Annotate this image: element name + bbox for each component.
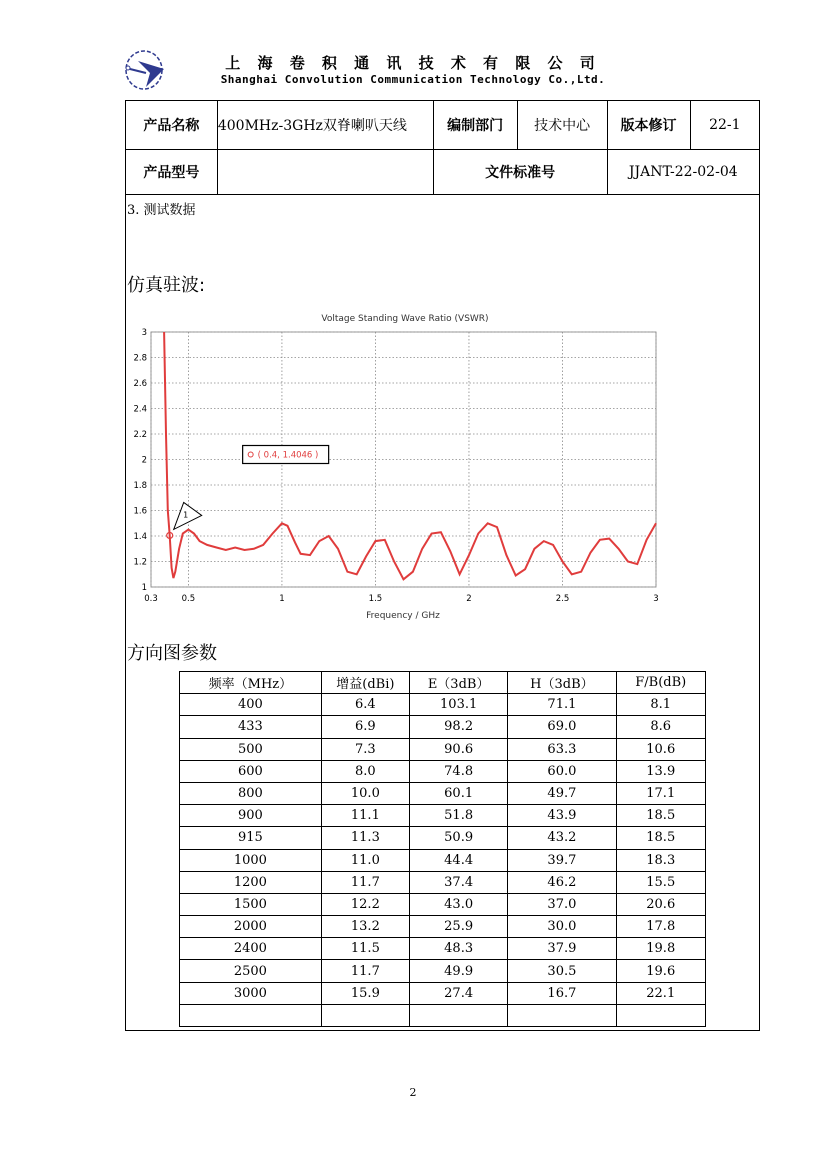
marker-id-label: 1	[183, 510, 189, 520]
table-cell: 60.1	[409, 782, 507, 804]
y-tick-label: 1.2	[133, 557, 147, 568]
table-cell: 15.9	[321, 982, 409, 1004]
chart-title: Voltage Standing Wave Ratio (VSWR)	[321, 314, 489, 324]
marker-label: ( 0.4, 1.4046 )	[257, 450, 319, 461]
table-cell: 71.1	[508, 694, 616, 716]
table-cell	[180, 1004, 322, 1026]
table-row	[180, 893, 706, 915]
table-cell: 37.0	[508, 893, 616, 915]
table-cell: 11.7	[321, 871, 409, 893]
table-cell: 30.5	[508, 960, 616, 982]
table-cell: 18.5	[616, 805, 706, 827]
table-cell: 11.5	[321, 938, 409, 960]
table-cell: 16.7	[508, 982, 616, 1004]
table-row	[180, 1004, 706, 1026]
table-cell	[409, 1004, 507, 1026]
col-header-gain: 增益(dBi)	[321, 672, 409, 694]
table-cell: 2500	[180, 960, 322, 982]
table-cell: 11.7	[321, 960, 409, 982]
table-cell: 20.6	[616, 893, 706, 915]
y-tick-label: 2.8	[133, 353, 147, 364]
model-label: 产品型号	[126, 150, 218, 195]
table-row	[180, 871, 706, 893]
table-cell: 2400	[180, 938, 322, 960]
table-row	[180, 716, 706, 738]
table-cell: 27.4	[409, 982, 507, 1004]
y-tick-label: 2	[141, 455, 147, 466]
table-cell: 15.5	[616, 871, 706, 893]
table-cell: 90.6	[409, 738, 507, 760]
table-cell: 49.9	[409, 960, 507, 982]
table-cell: 500	[180, 738, 322, 760]
table-cell: 19.8	[616, 938, 706, 960]
x-tick-label: 1.5	[368, 594, 383, 604]
table-row	[180, 916, 706, 938]
table-row	[180, 694, 706, 716]
company-name-en: Shanghai Convolution Communication Technology Co.,Ltd.	[220, 73, 606, 86]
table-row	[180, 938, 706, 960]
table-cell: 1500	[180, 893, 322, 915]
revision-label: 版本修订	[607, 101, 690, 150]
table-cell: 22.1	[616, 982, 706, 1004]
dept-label: 编制部门	[433, 101, 517, 150]
table-cell: 8.1	[616, 694, 706, 716]
table-cell: 49.7	[508, 782, 616, 804]
vswr-chart	[125, 305, 670, 625]
table-cell: 8.6	[616, 716, 706, 738]
table-cell: 11.0	[321, 849, 409, 871]
table-cell: 43.2	[508, 827, 616, 849]
y-tick-label: 1.6	[133, 506, 147, 517]
x-tick-label: 0.3	[144, 594, 158, 604]
x-tick-label: 1	[279, 594, 285, 604]
table-header-row	[180, 672, 706, 694]
table-cell: 46.2	[508, 871, 616, 893]
pattern-table	[179, 671, 706, 1027]
col-header-freq: 频率（MHz）	[180, 672, 322, 694]
table-cell: 915	[180, 827, 322, 849]
table-cell: 43.9	[508, 805, 616, 827]
table-cell: 60.0	[508, 760, 616, 782]
table-cell: 11.1	[321, 805, 409, 827]
table-cell	[508, 1004, 616, 1026]
doc-std-label: 文件标准号	[433, 150, 607, 195]
table-cell: 10.0	[321, 782, 409, 804]
company-name-cn: 上 海 卷 积 通 讯 技 术 有 限 公 司	[225, 54, 601, 72]
table-cell: 18.5	[616, 827, 706, 849]
table-cell: 13.2	[321, 916, 409, 938]
table-cell: 7.3	[321, 738, 409, 760]
table-cell: 10.6	[616, 738, 706, 760]
info-table	[125, 100, 760, 195]
page-number: 2	[409, 1086, 417, 1099]
y-tick-label: 1.8	[133, 481, 147, 491]
table-cell: 6.4	[321, 694, 409, 716]
table-cell: 1200	[180, 871, 322, 893]
col-header-e3db: E（3dB）	[409, 672, 507, 694]
table-cell: 19.6	[616, 960, 706, 982]
table-row	[180, 805, 706, 827]
table-row	[180, 960, 706, 982]
y-tick-labels	[133, 328, 147, 593]
table-row	[180, 982, 706, 1004]
x-tick-label: 2	[466, 594, 472, 604]
table-cell: 30.0	[508, 916, 616, 938]
section-title: 3. 测试数据	[127, 203, 196, 218]
table-cell: 400	[180, 694, 322, 716]
table-cell: 17.1	[616, 782, 706, 804]
y-tick-label: 2.2	[133, 430, 147, 440]
y-tick-label: 1	[141, 583, 147, 593]
x-tick-label: 2.5	[555, 594, 570, 604]
table-cell: 1000	[180, 849, 322, 871]
col-header-h3db: H（3dB）	[508, 672, 616, 694]
table-cell: 43.0	[409, 893, 507, 915]
revision-value: 22-1	[690, 101, 759, 150]
product-name-label: 产品名称	[126, 101, 218, 150]
table-cell: 74.8	[409, 760, 507, 782]
x-tick-label: 0.5	[181, 594, 196, 604]
table-cell: 103.1	[409, 694, 507, 716]
doc-std-value: JJANT-22-02-04	[607, 150, 759, 195]
table-cell: 39.7	[508, 849, 616, 871]
table-cell: 600	[180, 760, 322, 782]
table-cell: 51.8	[409, 805, 507, 827]
table-cell	[321, 1004, 409, 1026]
table-cell: 13.9	[616, 760, 706, 782]
table-row	[180, 738, 706, 760]
table-cell: 12.2	[321, 893, 409, 915]
table-cell	[616, 1004, 706, 1026]
table-cell: 48.3	[409, 938, 507, 960]
product-name-value: 400MHz-3GHz双脊喇叭天线	[217, 101, 433, 150]
table-row	[180, 760, 706, 782]
vswr-heading: 仿真驻波:	[127, 275, 206, 296]
pattern-heading: 方向图参数	[127, 643, 217, 664]
y-tick-label: 3	[141, 328, 147, 338]
table-cell: 17.8	[616, 916, 706, 938]
x-tick-label: 3	[653, 594, 659, 604]
table-cell: 433	[180, 716, 322, 738]
table-cell: 44.4	[409, 849, 507, 871]
table-cell: 50.9	[409, 827, 507, 849]
table-cell: 11.3	[321, 827, 409, 849]
table-cell: 3000	[180, 982, 322, 1004]
table-row	[180, 849, 706, 871]
table-cell: 37.4	[409, 871, 507, 893]
table-cell: 8.0	[321, 760, 409, 782]
table-cell: 25.9	[409, 916, 507, 938]
model-value	[217, 150, 433, 195]
y-tick-label: 2.4	[133, 404, 147, 415]
table-cell: 69.0	[508, 716, 616, 738]
table-cell: 37.9	[508, 938, 616, 960]
table-row	[180, 782, 706, 804]
col-header-fb: F/B(dB)	[616, 672, 706, 694]
table-cell: 800	[180, 782, 322, 804]
table-cell: 2000	[180, 916, 322, 938]
table-cell: 6.9	[321, 716, 409, 738]
table-cell: 63.3	[508, 738, 616, 760]
table-cell: 98.2	[409, 716, 507, 738]
x-tick-labels	[144, 594, 658, 604]
table-row	[180, 827, 706, 849]
dept-value: 技术中心	[517, 101, 607, 150]
table-cell: 900	[180, 805, 322, 827]
y-tick-label: 1.4	[133, 532, 147, 542]
table-cell: 18.3	[616, 849, 706, 871]
x-axis-label: Frequency / GHz	[366, 611, 440, 621]
y-tick-label: 2.6	[133, 379, 147, 389]
